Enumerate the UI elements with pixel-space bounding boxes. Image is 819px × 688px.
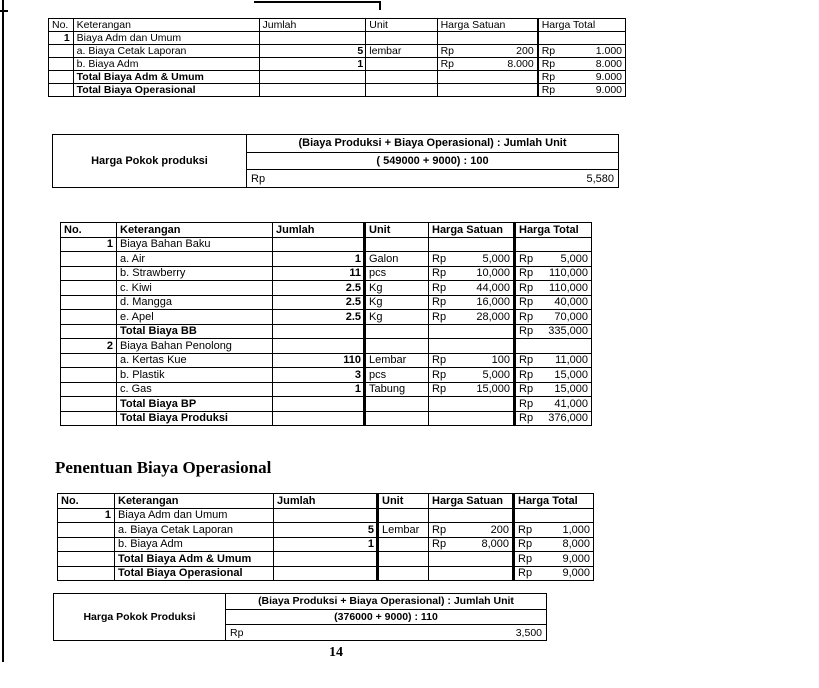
cell-keterangan: a. Air (117, 252, 273, 267)
cell-jumlah: 1 (259, 58, 366, 71)
amount-value: 100 (491, 354, 510, 367)
currency-label: Rp (541, 84, 556, 96)
cell-jumlah: 1 (273, 252, 365, 267)
cell-keterangan: Total Biaya BB (117, 324, 273, 339)
currency-label: Rp (541, 71, 556, 83)
cell-no (61, 281, 117, 296)
data-table (57, 493, 594, 581)
table-row (49, 71, 626, 84)
table-row (58, 523, 594, 538)
table-row (49, 84, 626, 97)
currency-label: Rp (230, 626, 244, 639)
cell-keterangan: Biaya Adm dan Umum (73, 32, 259, 45)
table-row (61, 237, 592, 252)
cell-jumlah (259, 32, 366, 45)
amount-value: 5,000 (560, 252, 588, 265)
cell-keterangan: a. Kertas Kue (117, 353, 273, 368)
cell-harga-total (514, 552, 594, 567)
currency-label: Rp (432, 310, 447, 323)
currency-label: Rp (519, 368, 534, 381)
hpp-formula: (Biaya Produksi + Biaya Operasional) : Jumlah Unit (247, 135, 618, 153)
cell-jumlah (274, 566, 378, 581)
amount-value: 200 (516, 45, 534, 57)
amount-value: 11,000 (555, 354, 588, 367)
column-header-harga-total: Harga Total (515, 223, 592, 238)
cell-jumlah: 2.5 (273, 295, 365, 310)
amount-value: 40,000 (554, 296, 588, 309)
currency-label: Rp (251, 172, 266, 185)
cell-unit (366, 84, 437, 97)
cell-keterangan: c. Gas (117, 382, 273, 397)
cell-jumlah: 2.5 (273, 281, 365, 296)
cell-keterangan: Total Biaya Adm & Umum (73, 71, 259, 84)
cell-unit (365, 411, 429, 426)
cell-keterangan: b. Strawberry (117, 266, 273, 281)
cell-unit (366, 58, 437, 71)
cell-jumlah: 5 (274, 523, 378, 538)
amount-value: 8.000 (507, 58, 534, 70)
cell-no (61, 324, 117, 339)
cell-unit (365, 237, 429, 252)
crop-mark-top-tick (379, 1, 381, 10)
cell-keterangan: Total Biaya Operasional (115, 566, 274, 581)
hpp-box-1 (52, 134, 619, 188)
cell-harga-satuan (429, 382, 515, 397)
cell-unit (365, 339, 429, 354)
cell-harga-satuan (437, 32, 538, 45)
amount-value: 9.000 (595, 84, 622, 96)
table-row (58, 537, 594, 552)
table-row (61, 411, 592, 426)
cell-jumlah: 1 (274, 537, 378, 552)
cell-unit (366, 71, 437, 84)
cell-unit (365, 324, 429, 339)
currency-label: Rp (541, 58, 556, 70)
column-header-keterangan: Keterangan (115, 494, 274, 509)
cell-harga-total (515, 382, 592, 397)
column-header-unit: Unit (378, 494, 429, 509)
hpp-calculation: ( 549000 + 9000) : 100 (247, 153, 618, 171)
cell-keterangan: c. Kiwi (117, 281, 273, 296)
cell-no: 1 (61, 237, 117, 252)
cell-jumlah (273, 397, 365, 412)
adm-umum-table-bottom (57, 493, 594, 581)
cell-no (49, 45, 74, 58)
hpp-result-row (247, 170, 618, 187)
cell-keterangan: a. Biaya Cetak Laporan (115, 523, 274, 538)
cell-no (61, 353, 117, 368)
cell-keterangan: d. Mangga (117, 295, 273, 310)
cell-harga-total (538, 58, 626, 71)
amount-value: 15,000 (554, 383, 588, 396)
table-row (58, 508, 594, 523)
cell-unit (366, 32, 437, 45)
cell-jumlah: 1 (273, 382, 365, 397)
cell-unit: Kg (365, 281, 429, 296)
cell-harga-satuan (429, 552, 514, 567)
cell-no (58, 523, 115, 538)
hpp-result-value: 5,580 (586, 172, 614, 185)
amount-value: 9.000 (595, 71, 622, 83)
amount-value: 110,000 (549, 281, 588, 294)
cell-harga-total (515, 266, 592, 281)
biaya-produksi-table (60, 222, 592, 426)
currency-label: Rp (432, 281, 447, 294)
amount-value: 8,000 (562, 538, 590, 551)
cell-unit (378, 537, 429, 552)
cell-unit: Kg (365, 295, 429, 310)
header-row (49, 19, 626, 32)
cell-jumlah (273, 324, 365, 339)
cell-no: 2 (61, 339, 117, 354)
hpp-box-label: Harga Pokok Produksi (54, 594, 226, 640)
amount-value: 335,000 (548, 325, 588, 338)
cell-keterangan: b. Biaya Adm (73, 58, 259, 71)
table-row (61, 310, 592, 325)
column-header-jumlah: Jumlah (259, 19, 366, 32)
amount-value: 1.000 (595, 45, 622, 57)
column-header-harga-total: Harga Total (538, 19, 626, 32)
cell-jumlah: 3 (273, 368, 365, 383)
currency-label: Rp (432, 368, 447, 381)
cell-no (49, 58, 74, 71)
cell-no (61, 382, 117, 397)
cell-harga-satuan (437, 71, 538, 84)
column-header-no: No. (61, 223, 117, 238)
currency-label: Rp (432, 252, 447, 265)
cell-harga-total (515, 237, 592, 252)
currency-label: Rp (432, 354, 447, 367)
currency-label: Rp (519, 296, 534, 309)
column-header-jumlah: Jumlah (274, 494, 378, 509)
cell-unit: Lembar (365, 353, 429, 368)
amount-value: 200 (490, 523, 509, 536)
table-row (49, 58, 626, 71)
currency-label: Rp (432, 267, 447, 280)
cell-unit: Galon (365, 252, 429, 267)
cell-harga-total (538, 84, 626, 97)
cell-harga-satuan (429, 411, 515, 426)
cell-keterangan: Total Biaya BP (117, 397, 273, 412)
currency-label: Rp (440, 58, 455, 70)
column-header-jumlah: Jumlah (273, 223, 365, 238)
currency-label: Rp (518, 523, 533, 536)
cell-unit (378, 508, 429, 523)
currency-label: Rp (432, 538, 447, 551)
cell-unit: lembar (366, 45, 437, 58)
table-row (61, 353, 592, 368)
cell-harga-satuan (429, 397, 515, 412)
cell-unit (365, 397, 429, 412)
currency-label: Rp (519, 252, 534, 265)
cell-keterangan: a. Biaya Cetak Laporan (73, 45, 259, 58)
cell-no (58, 552, 115, 567)
cell-jumlah: 2.5 (273, 310, 365, 325)
cell-harga-total (514, 523, 594, 538)
amount-value: 41,000 (554, 397, 588, 410)
crop-mark-left-dash (0, 10, 8, 12)
cell-unit: Tabung (365, 382, 429, 397)
cell-keterangan: b. Plastik (117, 368, 273, 383)
cell-no (58, 566, 115, 581)
cell-unit: pcs (365, 266, 429, 281)
currency-label: Rp (519, 397, 534, 410)
cell-harga-satuan (429, 368, 515, 383)
cell-harga-total (515, 353, 592, 368)
cell-no (61, 295, 117, 310)
currency-label: Rp (518, 567, 533, 580)
cell-harga-satuan (429, 237, 515, 252)
currency-label: Rp (432, 523, 447, 536)
cell-jumlah (259, 71, 366, 84)
cell-keterangan: Total Biaya Adm & Umum (115, 552, 274, 567)
amount-value: 8,000 (481, 538, 509, 551)
column-header-harga-satuan: Harga Satuan (437, 19, 538, 32)
amount-value: 9,000 (562, 567, 590, 580)
crop-mark-left-line (2, 0, 4, 662)
amount-value: 376,000 (548, 412, 588, 425)
adm-umum-table-top (48, 18, 626, 99)
table-row (61, 382, 592, 397)
currency-label: Rp (519, 383, 534, 396)
table-row (61, 339, 592, 354)
cell-jumlah: 5 (259, 45, 366, 58)
cell-harga-total (515, 368, 592, 383)
amount-value: 15,000 (554, 368, 588, 381)
table-row (49, 32, 626, 45)
column-header-harga-satuan: Harga Satuan (429, 494, 514, 509)
column-header-harga-total: Harga Total (514, 494, 594, 509)
header-row (58, 494, 594, 509)
cell-no (49, 71, 74, 84)
cell-harga-total (538, 71, 626, 84)
column-header-keterangan: Keterangan (73, 19, 259, 32)
page-number: 14 (329, 645, 343, 660)
currency-label: Rp (519, 310, 534, 323)
cell-no (61, 266, 117, 281)
amount-value: 110,000 (549, 267, 588, 280)
amount-value: 70,000 (554, 310, 588, 323)
currency-label: Rp (519, 412, 534, 425)
currency-label: Rp (432, 383, 447, 396)
table-row (61, 281, 592, 296)
table-row (58, 552, 594, 567)
cell-keterangan: Biaya Bahan Baku (117, 237, 273, 252)
column-header-keterangan: Keterangan (117, 223, 273, 238)
cell-harga-total (515, 397, 592, 412)
cell-no (61, 397, 117, 412)
column-header-no: No. (49, 19, 74, 32)
cell-no: 1 (49, 32, 74, 45)
table-row (58, 566, 594, 581)
cell-unit (378, 566, 429, 581)
cell-harga-satuan (429, 295, 515, 310)
cell-harga-satuan (437, 45, 538, 58)
hpp-result-value: 3,500 (515, 626, 542, 639)
amount-value: 1,000 (562, 523, 590, 536)
cell-harga-total (538, 32, 626, 45)
currency-label: Rp (541, 45, 556, 57)
amount-value: 15,000 (476, 383, 510, 396)
cell-harga-satuan (429, 537, 514, 552)
cell-no (49, 84, 74, 97)
cell-jumlah: 11 (273, 266, 365, 281)
cell-jumlah (259, 84, 366, 97)
cell-no (61, 252, 117, 267)
currency-label: Rp (432, 296, 447, 309)
amount-value: 10,000 (476, 267, 510, 280)
table-row (61, 368, 592, 383)
cell-harga-satuan (429, 508, 514, 523)
table-row (61, 252, 592, 267)
cell-harga-satuan (429, 566, 514, 581)
cell-jumlah (273, 411, 365, 426)
cell-harga-total (514, 566, 594, 581)
amount-value: 9,000 (562, 552, 590, 565)
cell-harga-satuan (437, 84, 538, 97)
cell-harga-total (538, 45, 626, 58)
cell-harga-satuan (429, 339, 515, 354)
currency-label: Rp (519, 267, 534, 280)
cell-jumlah (273, 339, 365, 354)
cell-harga-satuan (429, 324, 515, 339)
cell-harga-total (515, 411, 592, 426)
hpp-result-row (226, 625, 546, 640)
cell-harga-total (515, 295, 592, 310)
cell-unit: Lembar (378, 523, 429, 538)
cell-harga-total (514, 537, 594, 552)
cell-jumlah (274, 552, 378, 567)
cell-harga-total (515, 324, 592, 339)
cell-harga-satuan (429, 281, 515, 296)
cell-keterangan: b. Biaya Adm (115, 537, 274, 552)
currency-label: Rp (518, 538, 533, 551)
cell-unit: Kg (365, 310, 429, 325)
cell-unit (378, 552, 429, 567)
amount-value: 5,000 (482, 368, 510, 381)
column-header-unit: Unit (365, 223, 429, 238)
currency-label: Rp (519, 354, 534, 367)
amount-value: 16,000 (476, 296, 510, 309)
currency-label: Rp (518, 552, 533, 565)
table-row (61, 397, 592, 412)
cell-harga-satuan (429, 266, 515, 281)
cell-unit: pcs (365, 368, 429, 383)
cell-harga-satuan (429, 310, 515, 325)
amount-value: 8.000 (595, 58, 622, 70)
header-row (61, 223, 592, 238)
data-table (60, 222, 592, 426)
table-row (49, 45, 626, 58)
cell-no (61, 310, 117, 325)
crop-mark-top-line (254, 1, 381, 3)
cell-harga-satuan (429, 523, 514, 538)
data-table (48, 18, 626, 97)
cell-harga-satuan (429, 353, 515, 368)
amount-value: 5,000 (482, 252, 510, 265)
hpp-formula: (Biaya Produksi + Biaya Operasional) : Jumlah Unit (226, 594, 546, 610)
cell-harga-total (515, 339, 592, 354)
cell-harga-satuan (429, 252, 515, 267)
cell-harga-satuan (437, 58, 538, 71)
cell-jumlah (273, 237, 365, 252)
amount-value: 28,000 (476, 310, 510, 323)
cell-jumlah (274, 508, 378, 523)
cell-no (61, 368, 117, 383)
cell-keterangan: Biaya Adm dan Umum (115, 508, 274, 523)
cell-no: 1 (58, 508, 115, 523)
cell-keterangan: e. Apel (117, 310, 273, 325)
hpp-box-label: Harga Pokok produksi (53, 135, 247, 187)
currency-label: Rp (519, 325, 534, 338)
section-heading: Penentuan Biaya Operasional (55, 458, 272, 477)
table-row (61, 324, 592, 339)
cell-no (61, 411, 117, 426)
hpp-calculation: (376000 + 9000) : 110 (226, 610, 546, 626)
cell-harga-total (515, 310, 592, 325)
currency-label: Rp (519, 281, 534, 294)
table-row (61, 295, 592, 310)
cell-harga-total (515, 252, 592, 267)
table-row (61, 266, 592, 281)
amount-value: 44,000 (476, 281, 510, 294)
cell-harga-total (514, 508, 594, 523)
cell-no (58, 537, 115, 552)
cell-keterangan: Biaya Bahan Penolong (117, 339, 273, 354)
cell-harga-total (515, 281, 592, 296)
cell-keterangan: Total Biaya Operasional (73, 84, 259, 97)
currency-label: Rp (440, 45, 455, 57)
column-header-no: No. (58, 494, 115, 509)
cell-keterangan: Total Biaya Produksi (117, 411, 273, 426)
column-header-unit: Unit (366, 19, 437, 32)
hpp-box-2 (53, 593, 547, 641)
cell-jumlah: 110 (273, 353, 365, 368)
column-header-harga-satuan: Harga Satuan (429, 223, 515, 238)
